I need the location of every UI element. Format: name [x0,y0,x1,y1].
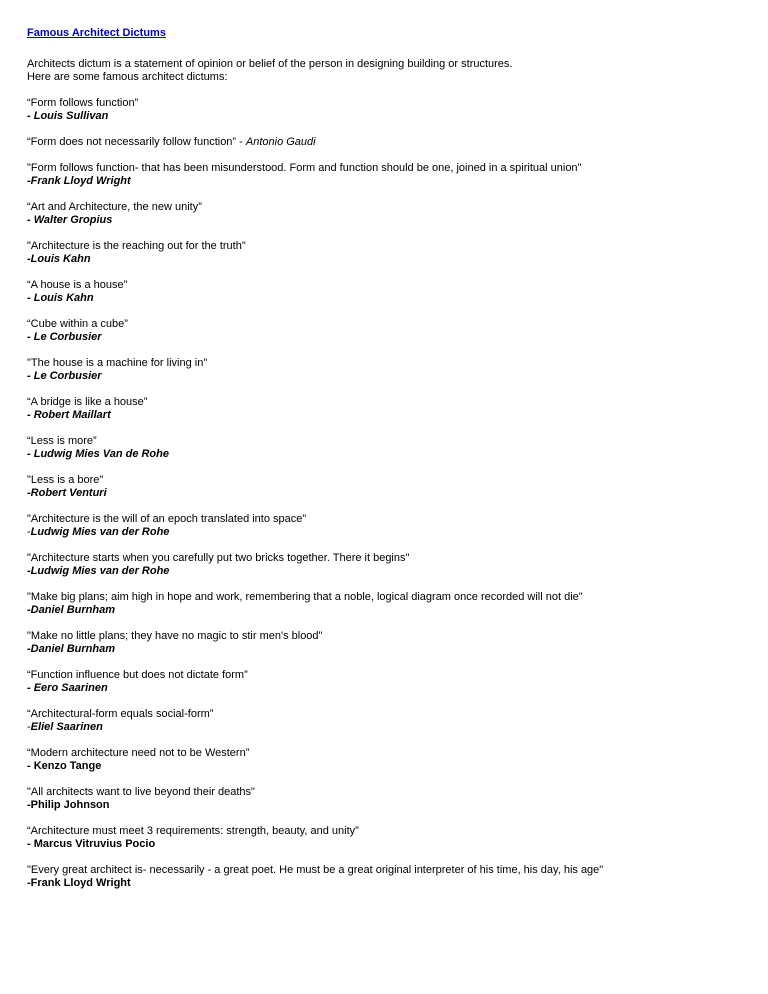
quote-block [27,630,768,656]
quote-text: "Less is a bore" [27,474,104,486]
page-title-link[interactable]: Famous Architect Dictums [27,27,166,39]
quote-text: “Cube within a cube” [27,318,128,330]
quote-block [27,162,768,188]
quote-text: “A bridge is like a house” [27,396,148,408]
quote-block [27,786,768,812]
quote-block [27,708,768,734]
quote-author: Eliel Saarinen [30,721,103,733]
quote-author: - Ludwig Mies Van de Rohe [27,448,169,460]
quote-text: "Architecture is the will of an epoch translated into space" [27,513,307,525]
quote-text: "Form follows function- that has been misunderstood. Form and function should be one, joined in a spiritual union" [27,162,582,174]
quote-line [27,136,768,149]
quote-block [27,201,768,227]
quote-text: "Make no little plans; they have no magic to stir men's blood" [27,630,323,642]
quote-text: “Form does not necessarily follow function” - [27,136,246,148]
quote-text: “Architecture must meet 3 requirements: strength, beauty, and unity” [27,825,359,837]
quote-author: -Ludwig Mies van der Rohe [27,565,170,577]
quote-author: Ludwig Mies van der Rohe [30,526,170,538]
quote-block [27,396,768,422]
quote-text: “Art and Architecture, the new unity” [27,201,202,213]
author-dash: - [27,526,31,538]
quote-author: - Louis Sullivan [27,110,109,122]
quote-text: "Make big plans; aim high in hope and work, remembering that a noble, logical diagram once recorded will not die" [27,591,583,603]
quote-author: - Louis Kahn [27,292,94,304]
quote-block [27,240,768,266]
quote-text: “Function influence but does not dictate form” [27,669,248,681]
quote-text: “Form follows function” [27,97,139,109]
quote-text: "Every great architect is- necessarily - a great poet. He must be a great original interpreter of his time, his day, his age" [27,864,604,876]
quote-block [27,279,768,305]
quote-text: “Less is more” [27,435,97,447]
quote-block [27,513,768,539]
quote-author: -Frank Lloyd Wright [27,175,131,187]
quote-block [27,825,768,851]
quote-block [27,864,768,890]
quote-text: "Architecture starts when you carefully put two bricks together. There it begins" [27,552,410,564]
quote-author: - Robert Maillart [27,409,111,421]
quote-author: -Robert Venturi [27,487,107,499]
intro-paragraph [27,58,768,84]
quote-author: - Le Corbusier [27,331,102,343]
author-dash: - [27,721,31,733]
intro-line-2: Here are some famous architect dictums: [27,71,228,83]
quote-author: -Frank Lloyd Wright [27,877,131,889]
quote-text: “Architectural-form equals social-form” [27,708,214,720]
quote-author: - Marcus Vitruvius Pocio [27,838,156,850]
quote-block [27,357,768,383]
quote-text: “A house is a house” [27,279,128,291]
quote-author: - Eero Saarinen [27,682,108,694]
quote-block [27,669,768,695]
quote-text: "Architecture is the reaching out for the truth" [27,240,246,252]
quote-block [27,136,768,149]
quote-text: "All architects want to live beyond their deaths" [27,786,255,798]
quote-block [27,474,768,500]
quote-block [27,552,768,578]
quote-author: - Kenzo Tange [27,760,102,772]
quote-author-line [27,526,768,539]
quote-block [27,591,768,617]
quote-text: “Modern architecture need not to be Western” [27,747,250,759]
quote-text: "The house is a machine for living in" [27,357,208,369]
quote-author: - Le Corbusier [27,370,102,382]
quote-author-line [27,721,768,734]
quote-block [27,318,768,344]
quote-block [27,747,768,773]
quote-author: Antonio Gaudi [245,136,316,148]
quote-author: -Daniel Burnham [27,643,116,655]
quote-author: -Louis Kahn [27,253,91,265]
quote-author: - Walter Gropius [27,214,113,226]
quote-author: -Philip Johnson [27,799,110,811]
quote-block [27,97,768,123]
quote-block [27,435,768,461]
intro-line-1: Architects dictum is a statement of opinion or belief of the person in designing building or structures. [27,58,513,70]
quote-author: -Daniel Burnham [27,604,116,616]
